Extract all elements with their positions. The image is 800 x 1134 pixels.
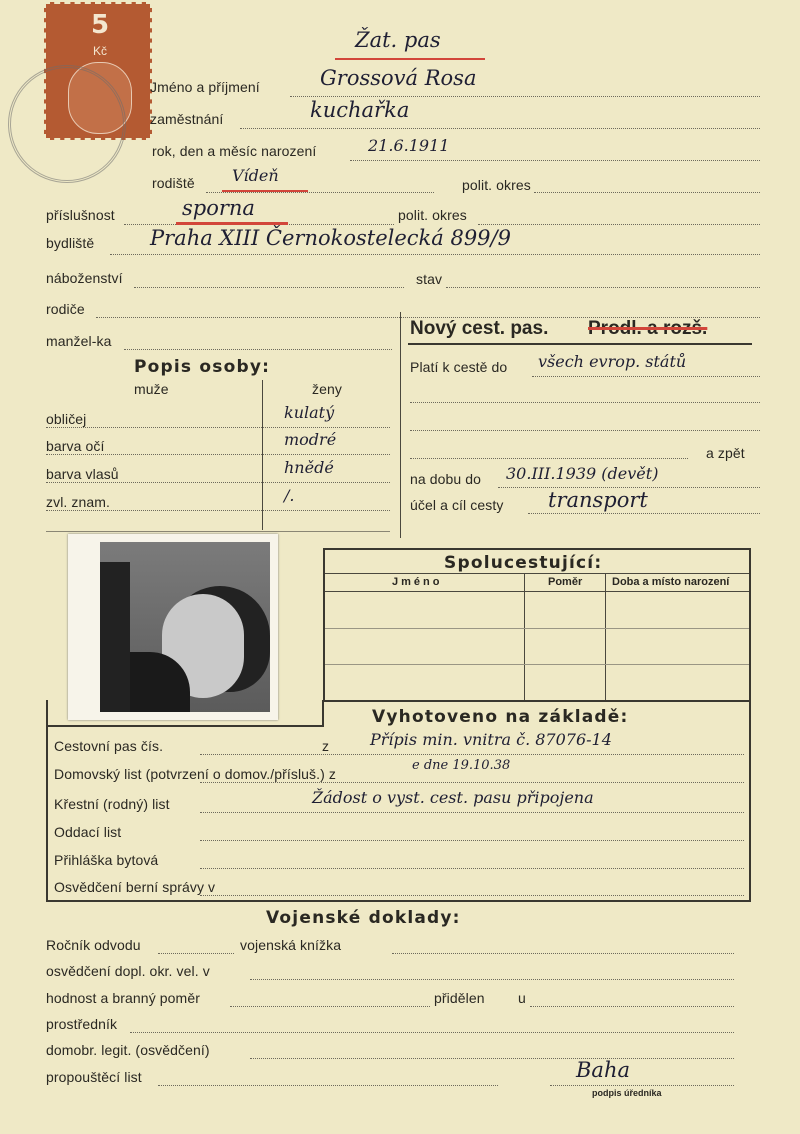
description-row-label: barva očí bbox=[46, 438, 105, 454]
birth-label: rok, den a měsíc narození bbox=[152, 143, 317, 159]
description-row-line bbox=[46, 510, 390, 511]
issued-row-label: Přihláška bytová bbox=[54, 852, 159, 868]
military-row6-label: propouštěcí list bbox=[46, 1069, 142, 1085]
photo bbox=[100, 542, 270, 712]
birth-line bbox=[350, 160, 760, 161]
citizenship-red-underline bbox=[176, 222, 288, 225]
description-row-value: /. bbox=[284, 486, 295, 505]
official-signature: Baha bbox=[576, 1058, 630, 1082]
valid-label: Platí k cestě do bbox=[410, 359, 508, 375]
passport-box-left-border bbox=[400, 312, 401, 538]
issued-row-label: Křestní (rodný) list bbox=[54, 796, 170, 812]
military-row3-line bbox=[230, 1006, 430, 1007]
issued-row-value: e dne 19.10.38 bbox=[412, 758, 511, 773]
valid-line-2 bbox=[410, 402, 760, 403]
military-row1-label2: vojenská knížka bbox=[240, 937, 342, 953]
residence-line bbox=[110, 254, 760, 255]
passport-title-struck: Prodl. a rozš. bbox=[588, 318, 708, 339]
stamp-currency: Kč bbox=[92, 44, 107, 58]
col-men: muže bbox=[134, 381, 169, 397]
military-row1-line bbox=[158, 953, 234, 954]
military-title: Vojenské doklady: bbox=[266, 908, 461, 928]
parents-label: rodiče bbox=[46, 301, 85, 317]
issued-row-line bbox=[200, 782, 744, 783]
header-note-underline bbox=[335, 58, 485, 60]
status-line bbox=[446, 287, 760, 288]
military-row4-line bbox=[130, 1032, 734, 1033]
description-row-value: modré bbox=[284, 430, 337, 449]
issued-box-step bbox=[322, 700, 324, 726]
issued-row-mid: z bbox=[322, 738, 330, 754]
issued-row-line bbox=[200, 754, 744, 755]
companions-header-rule bbox=[325, 591, 749, 592]
period-label: na dobu do bbox=[410, 471, 482, 487]
companions-col-birth: Doba a místo narození bbox=[612, 576, 730, 588]
issued-row-value: Žádost o vyst. cest. pasu připojena bbox=[312, 788, 594, 807]
description-row-label: zvl. znam. bbox=[46, 494, 111, 510]
issued-box-top-right bbox=[323, 700, 751, 702]
companions-col-name: Jméno bbox=[392, 576, 443, 588]
military-row1-line2 bbox=[392, 953, 734, 954]
residence-label: bydliště bbox=[46, 235, 95, 251]
military-row5-line bbox=[250, 1058, 734, 1059]
passport-title-rule bbox=[408, 343, 752, 345]
description-row-label: obličej bbox=[46, 411, 87, 427]
issued-title: Vyhotoveno na základě: bbox=[372, 707, 629, 727]
companions-col-relation: Poměr bbox=[548, 576, 583, 588]
issued-row-line bbox=[200, 895, 744, 896]
military-row2-line bbox=[250, 979, 734, 980]
military-row4-label: prostředník bbox=[46, 1016, 118, 1032]
passport-title: Nový cest. pas. bbox=[410, 318, 549, 339]
companions-col-divider-1 bbox=[524, 573, 525, 701]
purpose-label: účel a cíl cesty bbox=[410, 497, 504, 513]
occupation-value: kuchařka bbox=[310, 98, 410, 122]
issued-row-label: Oddací list bbox=[54, 824, 122, 840]
occupation-line bbox=[240, 128, 760, 129]
spouse-line bbox=[124, 349, 392, 350]
residence-value: Praha XIII Černokostelecká 899/9 bbox=[150, 226, 511, 250]
name-line bbox=[290, 96, 760, 97]
military-row3-label3: u bbox=[518, 990, 526, 1006]
description-row-line bbox=[46, 427, 390, 428]
companions-title-rule bbox=[325, 573, 749, 574]
birthplace-red-underline bbox=[222, 190, 308, 192]
period-value: 30.III.1939 (devět) bbox=[506, 464, 659, 483]
companions-row-rule-1 bbox=[325, 628, 749, 629]
military-row3-label: hodnost a branný poměr bbox=[46, 990, 200, 1006]
issued-row-line bbox=[200, 840, 744, 841]
photo-shoulders-left bbox=[100, 562, 130, 712]
valid-line-4 bbox=[410, 458, 688, 459]
issued-row-label: Domovský list (potvrzení o domov./přísluš.) z bbox=[54, 766, 336, 782]
office-seal bbox=[8, 65, 126, 183]
companions-title: Spolucestující: bbox=[444, 553, 603, 573]
military-row3-label2: přidělen bbox=[434, 990, 485, 1006]
valid-line-3 bbox=[410, 430, 760, 431]
status-label: stav bbox=[416, 271, 443, 287]
back-label: a zpět bbox=[706, 445, 745, 461]
description-row-line bbox=[46, 482, 390, 483]
description-bottom-rule bbox=[46, 531, 390, 532]
issued-row-line bbox=[200, 868, 744, 869]
military-row3-line2 bbox=[530, 1006, 734, 1007]
purpose-value: transport bbox=[548, 488, 648, 512]
occupation-label: zaměstnání bbox=[150, 111, 224, 127]
religion-label: náboženství bbox=[46, 270, 123, 286]
description-row-value: hnědé bbox=[284, 458, 334, 477]
issued-row-label: Cestovní pas čís. bbox=[54, 738, 164, 754]
religion-line bbox=[134, 287, 404, 288]
issued-row-line bbox=[200, 812, 744, 813]
district-label: polit. okres bbox=[462, 177, 531, 193]
description-row-line bbox=[46, 454, 390, 455]
stamp-value: 5 bbox=[90, 10, 110, 40]
district-label-2: polit. okres bbox=[398, 207, 467, 223]
spouse-label: manžel-ka bbox=[46, 333, 112, 349]
district-line bbox=[534, 192, 760, 193]
description-row-value: kulatý bbox=[284, 403, 335, 422]
photo-frame bbox=[68, 534, 278, 720]
valid-line bbox=[532, 376, 760, 377]
military-row5-label: domobr. legit. (osvědčení) bbox=[46, 1042, 210, 1058]
companions-col-divider-2 bbox=[605, 573, 606, 701]
issued-row-label: Osvědčení berní správy v bbox=[54, 879, 216, 895]
companions-row-rule-2 bbox=[325, 664, 749, 665]
description-title: Popis osoby: bbox=[134, 357, 271, 377]
purpose-line bbox=[528, 513, 760, 514]
birth-value: 21.6.1911 bbox=[368, 136, 450, 155]
description-row-label: barva vlasů bbox=[46, 466, 119, 482]
citizenship-value: sporna bbox=[182, 196, 255, 220]
military-row6-line bbox=[158, 1085, 498, 1086]
birthplace-label: rodiště bbox=[152, 175, 195, 191]
name-label: Jméno a příjmení bbox=[150, 79, 260, 95]
col-women: ženy bbox=[312, 381, 342, 397]
military-row2-label: osvědčení dopl. okr. vel. v bbox=[46, 963, 210, 979]
military-row1-label: Ročník odvodu bbox=[46, 937, 141, 953]
birthplace-line bbox=[206, 192, 434, 193]
signature-label: podpis úředníka bbox=[592, 1088, 662, 1098]
issued-box-step-top bbox=[46, 725, 324, 727]
signature-line bbox=[550, 1085, 734, 1086]
citizenship-label: příslušnost bbox=[46, 207, 115, 223]
description-divider bbox=[262, 380, 263, 530]
header-note: Žat. pas bbox=[355, 28, 441, 52]
valid-value: všech evrop. států bbox=[538, 352, 687, 371]
issued-row-value: Přípis min. vnitra č. 87076-14 bbox=[370, 730, 612, 749]
birthplace-value: Vídeň bbox=[232, 166, 279, 185]
name-value: Grossová Rosa bbox=[320, 66, 477, 90]
district-line-2 bbox=[478, 224, 760, 225]
